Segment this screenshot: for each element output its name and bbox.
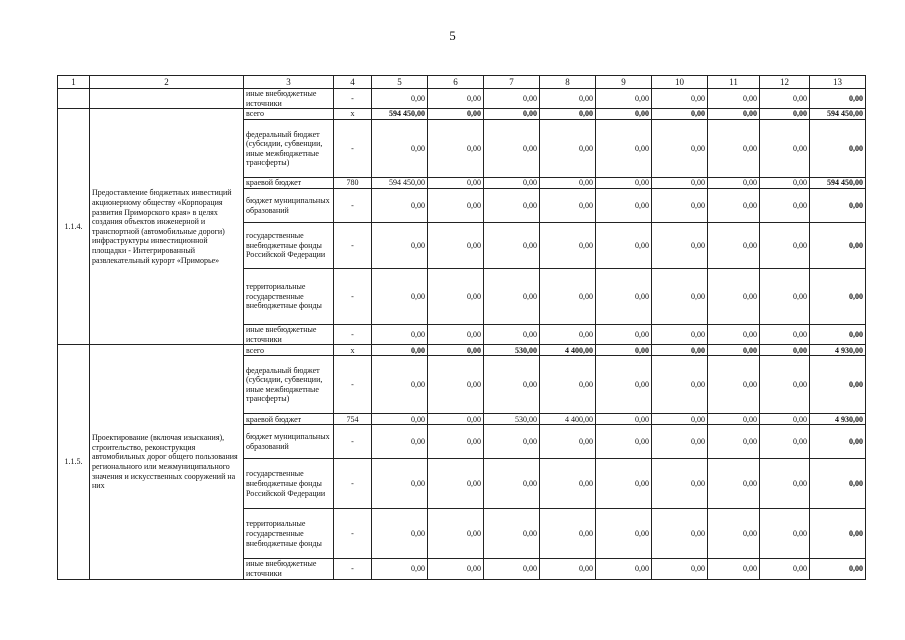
amount-cell: 0,00 xyxy=(810,425,866,459)
funding-source: иные внебюджетные источники xyxy=(244,559,334,579)
amount-cell: 0,00 xyxy=(428,425,484,459)
amount-cell: 0,00 xyxy=(596,345,652,356)
amount-cell: 0,00 xyxy=(372,356,428,414)
column-header-9: 9 xyxy=(596,76,652,89)
amount-cell: 0,00 xyxy=(484,120,540,178)
column-header-5: 5 xyxy=(372,76,428,89)
amount-cell: 0,00 xyxy=(652,325,708,345)
column-header-3: 3 xyxy=(244,76,334,89)
amount-cell: 0,00 xyxy=(708,414,760,425)
amount-cell: 0,00 xyxy=(652,109,708,120)
amount-cell: 0,00 xyxy=(428,414,484,425)
amount-cell: 0,00 xyxy=(372,425,428,459)
amount-cell: 0,00 xyxy=(540,223,596,269)
amount-cell: 0,00 xyxy=(484,325,540,345)
amount-cell: 0,00 xyxy=(540,356,596,414)
amount-cell: 0,00 xyxy=(708,559,760,579)
budget-table xyxy=(57,75,866,580)
amount-cell: 594 450,00 xyxy=(810,109,866,120)
amount-cell: 0,00 xyxy=(428,223,484,269)
amount-cell: 0,00 xyxy=(708,459,760,509)
amount-cell: 0,00 xyxy=(708,425,760,459)
amount-cell: 0,00 xyxy=(596,356,652,414)
amount-cell: 0,00 xyxy=(760,269,810,325)
amount-cell: 0,00 xyxy=(596,120,652,178)
funding-source: иные внебюджетные источники xyxy=(244,89,334,109)
budget-code: - xyxy=(334,559,372,579)
amount-cell: 594 450,00 xyxy=(372,178,428,189)
amount-cell: 4 400,00 xyxy=(540,414,596,425)
budget-code: - xyxy=(334,189,372,223)
amount-cell: 4 930,00 xyxy=(810,345,866,356)
amount-cell: 0,00 xyxy=(428,89,484,109)
amount-cell: 0,00 xyxy=(810,459,866,509)
budget-code: - xyxy=(334,269,372,325)
amount-cell: 0,00 xyxy=(540,509,596,559)
funding-source: всего xyxy=(244,345,334,356)
amount-cell: 0,00 xyxy=(596,414,652,425)
column-header-6: 6 xyxy=(428,76,484,89)
column-header-10: 10 xyxy=(652,76,708,89)
budget-code: x xyxy=(334,109,372,120)
amount-cell: 0,00 xyxy=(596,89,652,109)
table-row xyxy=(58,109,866,120)
amount-cell: 0,00 xyxy=(540,178,596,189)
amount-cell: 0,00 xyxy=(596,459,652,509)
amount-cell: 0,00 xyxy=(428,459,484,509)
amount-cell: 0,00 xyxy=(810,189,866,223)
amount-cell: 0,00 xyxy=(708,269,760,325)
amount-cell: 0,00 xyxy=(708,345,760,356)
amount-cell: 0,00 xyxy=(596,269,652,325)
amount-cell: 0,00 xyxy=(484,459,540,509)
budget-code: - xyxy=(334,120,372,178)
amount-cell: 0,00 xyxy=(428,325,484,345)
amount-cell: 0,00 xyxy=(652,178,708,189)
amount-cell: 0,00 xyxy=(760,459,810,509)
amount-cell: 0,00 xyxy=(810,89,866,109)
amount-cell: 0,00 xyxy=(760,189,810,223)
amount-cell: 0,00 xyxy=(652,425,708,459)
funding-source: государственные внебюджетные фонды Российской Федерации xyxy=(244,459,334,509)
amount-cell: 0,00 xyxy=(596,109,652,120)
amount-cell: 0,00 xyxy=(596,189,652,223)
amount-cell: 0,00 xyxy=(484,223,540,269)
column-header-4: 4 xyxy=(334,76,372,89)
item-name: Проектирование (включая изыскания), строительство, реконструкция автомобильных дорог общего пользования регионального или межмуниципального значения и искусственных сооружений на них xyxy=(90,345,244,579)
amount-cell: 0,00 xyxy=(428,120,484,178)
header-row xyxy=(58,76,866,89)
column-header-11: 11 xyxy=(708,76,760,89)
item-code: 1.1.5. xyxy=(58,345,90,579)
amount-cell: 0,00 xyxy=(372,189,428,223)
table-row xyxy=(58,89,866,109)
amount-cell: 0,00 xyxy=(652,89,708,109)
amount-cell: 0,00 xyxy=(484,559,540,579)
amount-cell: 0,00 xyxy=(484,509,540,559)
funding-source: бюджет муниципальных образований xyxy=(244,425,334,459)
amount-cell: 0,00 xyxy=(540,425,596,459)
budget-code: x xyxy=(334,345,372,356)
amount-cell: 0,00 xyxy=(810,325,866,345)
amount-cell: 0,00 xyxy=(372,223,428,269)
amount-cell: 0,00 xyxy=(708,178,760,189)
amount-cell: 0,00 xyxy=(372,414,428,425)
amount-cell: 0,00 xyxy=(372,269,428,325)
amount-cell: 0,00 xyxy=(484,89,540,109)
amount-cell: 0,00 xyxy=(708,109,760,120)
amount-cell: 0,00 xyxy=(428,269,484,325)
amount-cell: 0,00 xyxy=(372,325,428,345)
amount-cell: 0,00 xyxy=(760,509,810,559)
amount-cell: 0,00 xyxy=(596,425,652,459)
budget-code: - xyxy=(334,356,372,414)
amount-cell: 0,00 xyxy=(372,345,428,356)
amount-cell: 0,00 xyxy=(652,559,708,579)
budget-code: 754 xyxy=(334,414,372,425)
funding-source: государственные внебюджетные фонды Российской Федерации xyxy=(244,223,334,269)
amount-cell: 0,00 xyxy=(372,89,428,109)
funding-source: федеральный бюджет (субсидии, субвенции, иные межбюджетные трансферты) xyxy=(244,120,334,178)
empty-cell xyxy=(90,89,244,109)
amount-cell: 0,00 xyxy=(760,559,810,579)
amount-cell: 0,00 xyxy=(708,223,760,269)
amount-cell: 0,00 xyxy=(760,109,810,120)
amount-cell: 0,00 xyxy=(428,559,484,579)
funding-source: краевой бюджет xyxy=(244,414,334,425)
amount-cell: 0,00 xyxy=(810,269,866,325)
amount-cell: 0,00 xyxy=(540,269,596,325)
funding-source: бюджет муниципальных образований xyxy=(244,189,334,223)
amount-cell: 0,00 xyxy=(760,89,810,109)
amount-cell: 0,00 xyxy=(810,509,866,559)
amount-cell: 0,00 xyxy=(652,189,708,223)
amount-cell: 0,00 xyxy=(372,509,428,559)
budget-code: - xyxy=(334,509,372,559)
empty-cell xyxy=(58,89,90,109)
column-header-7: 7 xyxy=(484,76,540,89)
amount-cell: 0,00 xyxy=(760,414,810,425)
amount-cell: 0,00 xyxy=(540,89,596,109)
column-header-12: 12 xyxy=(760,76,810,89)
amount-cell: 0,00 xyxy=(484,269,540,325)
amount-cell: 0,00 xyxy=(708,189,760,223)
amount-cell: 0,00 xyxy=(372,459,428,509)
amount-cell: 594 450,00 xyxy=(372,109,428,120)
amount-cell: 0,00 xyxy=(428,509,484,559)
amount-cell: 0,00 xyxy=(596,325,652,345)
budget-code: - xyxy=(334,89,372,109)
column-header-8: 8 xyxy=(540,76,596,89)
funding-source: краевой бюджет xyxy=(244,178,334,189)
amount-cell: 0,00 xyxy=(372,559,428,579)
amount-cell: 0,00 xyxy=(810,559,866,579)
amount-cell: 0,00 xyxy=(760,425,810,459)
funding-source: территориальные государственные внебюджетные фонды xyxy=(244,269,334,325)
table-row xyxy=(58,345,866,356)
amount-cell: 594 450,00 xyxy=(810,178,866,189)
amount-cell: 0,00 xyxy=(484,109,540,120)
budget-code: 780 xyxy=(334,178,372,189)
budget-code: - xyxy=(334,325,372,345)
funding-source: иные внебюджетные источники xyxy=(244,325,334,345)
amount-cell: 0,00 xyxy=(484,189,540,223)
amount-cell: 0,00 xyxy=(760,120,810,178)
amount-cell: 0,00 xyxy=(810,356,866,414)
amount-cell: 0,00 xyxy=(652,414,708,425)
amount-cell: 0,00 xyxy=(652,223,708,269)
amount-cell: 0,00 xyxy=(760,178,810,189)
amount-cell: 0,00 xyxy=(540,189,596,223)
amount-cell: 0,00 xyxy=(372,120,428,178)
amount-cell: 4 400,00 xyxy=(540,345,596,356)
amount-cell: 0,00 xyxy=(760,223,810,269)
amount-cell: 0,00 xyxy=(428,189,484,223)
amount-cell: 0,00 xyxy=(652,345,708,356)
column-header-1: 1 xyxy=(58,76,90,89)
amount-cell: 0,00 xyxy=(652,459,708,509)
amount-cell: 0,00 xyxy=(540,120,596,178)
amount-cell: 0,00 xyxy=(708,325,760,345)
budget-code: - xyxy=(334,223,372,269)
amount-cell: 0,00 xyxy=(760,345,810,356)
amount-cell: 0,00 xyxy=(428,109,484,120)
amount-cell: 0,00 xyxy=(540,325,596,345)
amount-cell: 0,00 xyxy=(484,425,540,459)
column-header-13: 13 xyxy=(810,76,866,89)
column-header-2: 2 xyxy=(90,76,244,89)
amount-cell: 0,00 xyxy=(708,89,760,109)
amount-cell: 0,00 xyxy=(708,356,760,414)
amount-cell: 0,00 xyxy=(540,559,596,579)
amount-cell: 0,00 xyxy=(596,223,652,269)
amount-cell: 0,00 xyxy=(596,178,652,189)
amount-cell: 0,00 xyxy=(484,178,540,189)
amount-cell: 0,00 xyxy=(760,356,810,414)
budget-code: - xyxy=(334,459,372,509)
funding-source: федеральный бюджет (субсидии, субвенции, иные межбюджетные трансферты) xyxy=(244,356,334,414)
amount-cell: 0,00 xyxy=(484,356,540,414)
amount-cell: 0,00 xyxy=(652,356,708,414)
amount-cell: 0,00 xyxy=(760,325,810,345)
amount-cell: 0,00 xyxy=(596,509,652,559)
funding-source: территориальные государственные внебюджетные фонды xyxy=(244,509,334,559)
amount-cell: 0,00 xyxy=(810,120,866,178)
amount-cell: 0,00 xyxy=(428,178,484,189)
amount-cell: 0,00 xyxy=(810,223,866,269)
amount-cell: 0,00 xyxy=(540,109,596,120)
amount-cell: 0,00 xyxy=(428,356,484,414)
amount-cell: 0,00 xyxy=(652,120,708,178)
item-code: 1.1.4. xyxy=(58,109,90,345)
budget-code: - xyxy=(334,425,372,459)
amount-cell: 0,00 xyxy=(596,559,652,579)
amount-cell: 0,00 xyxy=(708,509,760,559)
amount-cell: 0,00 xyxy=(652,509,708,559)
page-number: 5 xyxy=(449,28,456,43)
amount-cell: 530,00 xyxy=(484,414,540,425)
funding-source: всего xyxy=(244,109,334,120)
item-name: Предоставление бюджетных инвестиций акционерному обществу «Корпорация развития Приморского края» в целях создания объектов инженерной и транспортной (автомобильные дороги) инфраструктуры инвестиционной площадки - Интегрированный развлекательный курорт «Приморье» xyxy=(90,109,244,345)
amount-cell: 0,00 xyxy=(428,345,484,356)
amount-cell: 4 930,00 xyxy=(810,414,866,425)
amount-cell: 0,00 xyxy=(540,459,596,509)
amount-cell: 0,00 xyxy=(708,120,760,178)
amount-cell: 0,00 xyxy=(652,269,708,325)
amount-cell: 530,00 xyxy=(484,345,540,356)
